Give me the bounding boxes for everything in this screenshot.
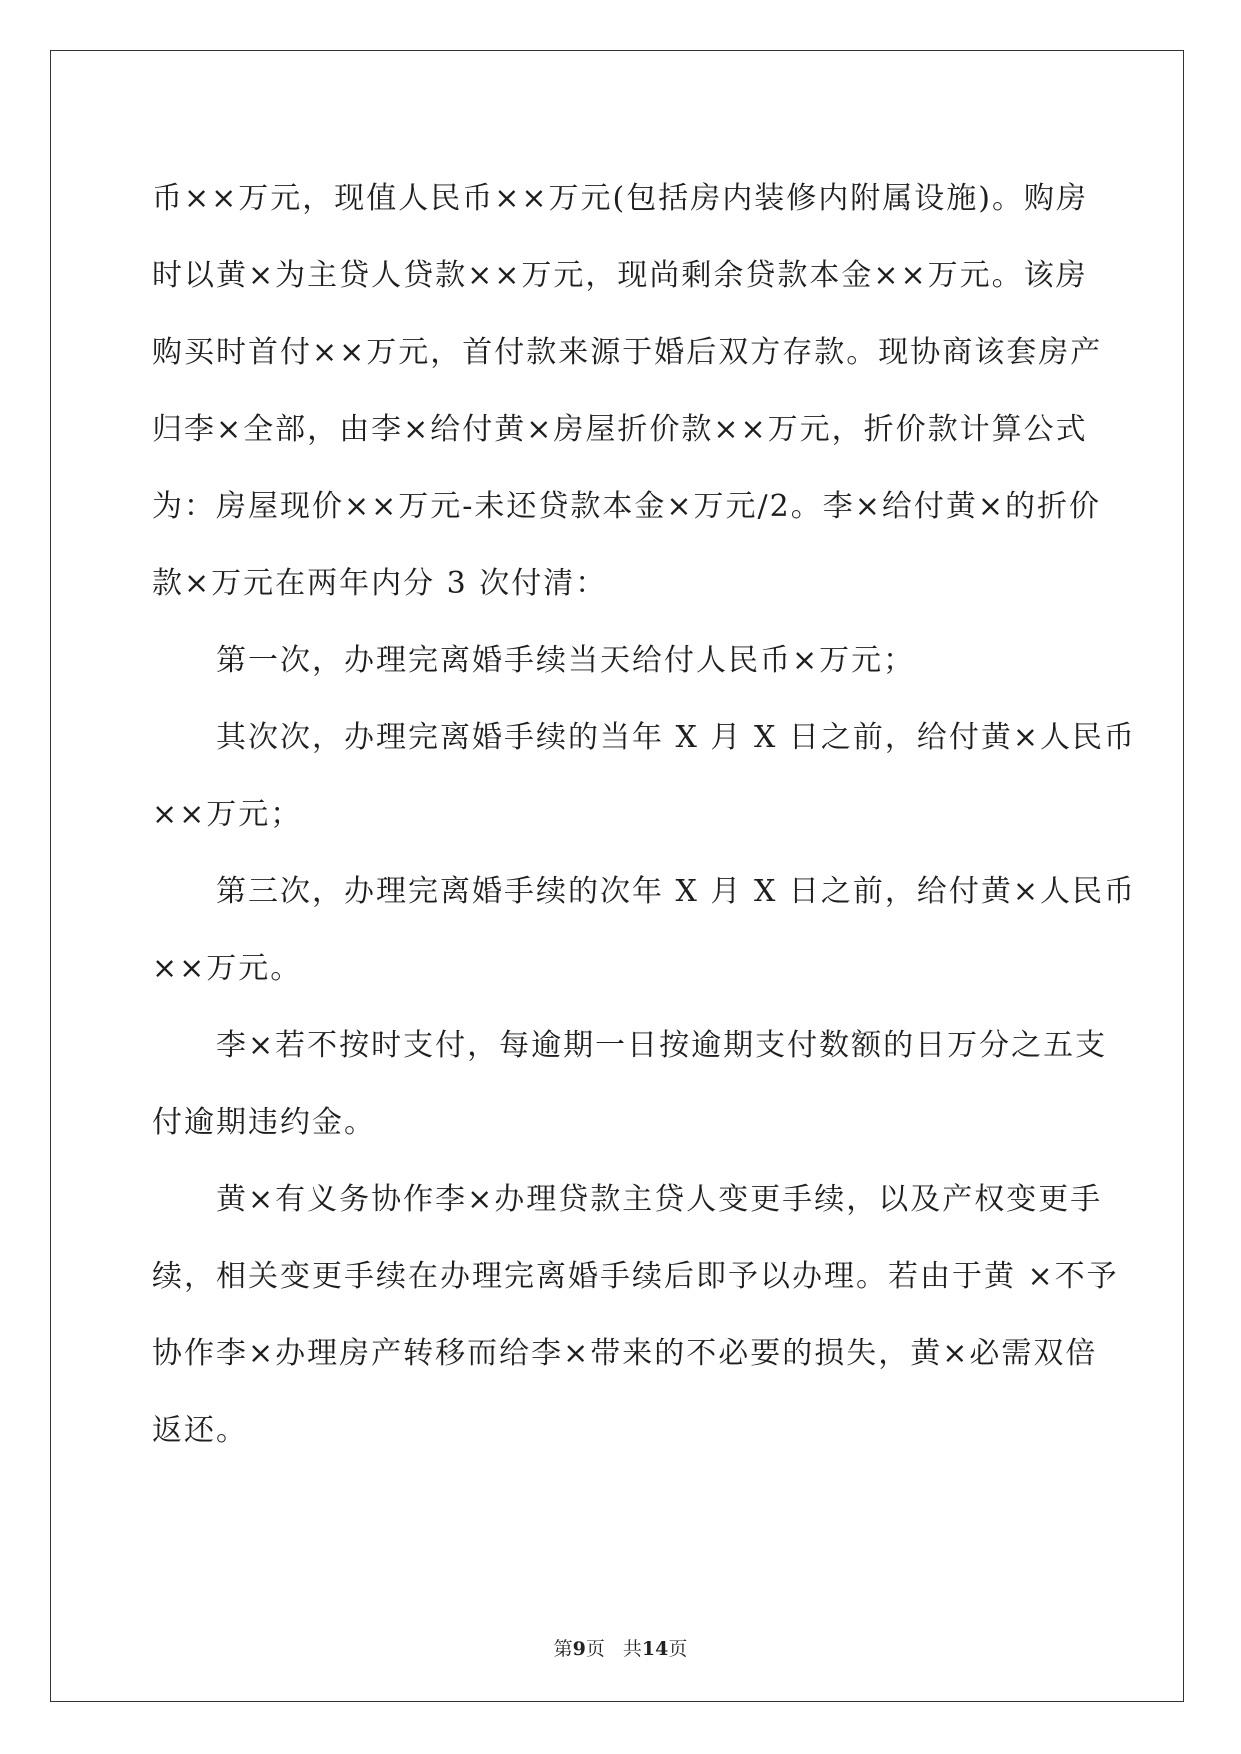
total-suffix: 页 [668, 1638, 688, 1660]
total-pages: 14 [641, 1638, 669, 1660]
text-line-5: 为：房屋现价××万元-未还贷款本金×万元/2。李×给付黄×的折价 [152, 489, 1102, 524]
paragraph-late-penalty: 李×若不按时支付，每逾期一日按逾期支付数额的日万分之五支 [216, 1028, 1108, 1063]
text-line-15: 续，相关变更手续在办理完离婚手续后即予以办理。若由于黄 ×不予 [152, 1259, 1119, 1294]
text-line-11: ××万元。 [152, 951, 303, 986]
text-line-3: 购买时首付××万元，首付款来源于婚后双方存款。现协商该套房产 [152, 335, 1103, 370]
text-line-13: 付逾期违约金。 [152, 1105, 376, 1140]
text-line-16: 协作李×办理房产转移而给李×带来的不必要的损失，黄×必需双倍 [152, 1336, 1098, 1371]
document-body [152, 160, 1136, 1469]
page-number: 9 [572, 1638, 586, 1660]
page-prefix: 第 [553, 1638, 573, 1660]
text-line-17: 返还。 [152, 1413, 248, 1448]
text-line-6: 款×万元在两年内分 3 次付清： [152, 566, 608, 601]
text-line-9: ××万元； [152, 797, 303, 832]
paragraph-second-payment: 其次次，办理完离婚手续的当年 X 月 X 日之前，给付黄×人民币 [216, 720, 1136, 755]
paragraph-cooperation: 黄×有义务协作李×办理贷款主贷人变更手续，以及产权变更手 [216, 1182, 1103, 1217]
paragraph-third-payment: 第三次，办理完离婚手续的次年 X 月 X 日之前，给付黄×人民币 [216, 874, 1136, 909]
total-prefix: 共 [622, 1638, 642, 1660]
page-suffix: 页 [585, 1638, 605, 1660]
text-line-1: 币××万元，现值人民币××万元(包括房内装修内附属设施)。购房 [152, 181, 1088, 216]
text-line-2: 时以黄×为主贷人贷款××万元，现尚剩余贷款本金××万元。该房 [152, 258, 1088, 293]
paragraph-first-payment: 第一次，办理完离婚手续当天给付人民币×万元； [216, 643, 916, 678]
page-footer [0, 1634, 1241, 1661]
text-line-4: 归李×全部，由李×给付黄×房屋折价款××万元，折价款计算公式 [152, 412, 1088, 447]
